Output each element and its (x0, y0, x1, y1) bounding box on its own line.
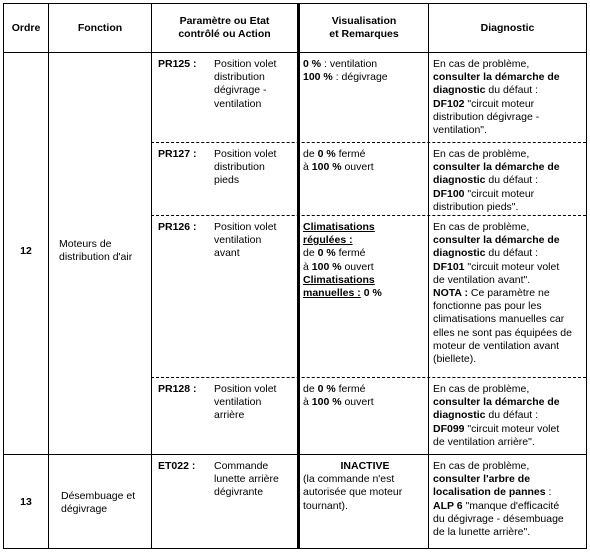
header-ordre-text: Ordre (11, 21, 41, 34)
param-line: avant (214, 247, 240, 260)
diag-text: du défaut : (485, 409, 539, 422)
header-parametre (152, 4, 297, 52)
header-visualisation (300, 4, 428, 52)
vis-value: 0 % (360, 287, 382, 300)
vis-heading: Climatisations (303, 221, 375, 233)
vis-text: fermé (335, 148, 366, 160)
vis-line (303, 71, 427, 84)
diag-line (433, 174, 585, 187)
diag-line: En cas de problème, (433, 148, 530, 160)
param-line: Commande (214, 460, 269, 472)
vis-value: 0 % (317, 383, 336, 395)
diag-line: fonctionne pas pour les (433, 300, 542, 313)
fault-code: DF102 (433, 97, 465, 110)
fault-code: ALP 6 (433, 499, 463, 512)
vis-text: : dégivrage (332, 71, 388, 84)
diag-text: du défaut : (485, 174, 539, 187)
diag-bold: diagnostic (433, 409, 486, 422)
diag-bold: diagnostic (433, 174, 486, 187)
header-fonction-text: Fonction (77, 21, 123, 34)
header-visualisation-line: et Remarques (329, 28, 399, 40)
param-desc (214, 383, 296, 423)
diag-text: "manque d'efficacité (462, 499, 560, 512)
diag-line: (biellete). (433, 353, 477, 366)
diag-line: consulter la démarche de (433, 71, 560, 84)
vis-line (303, 58, 427, 71)
param-line: ventilation (214, 234, 262, 247)
row-divider (151, 377, 586, 378)
vis-text: à (303, 161, 312, 174)
param-line: ventilation (214, 396, 262, 409)
param-code: PR125 : (158, 58, 197, 70)
vis-heading: manuelles : (303, 287, 361, 300)
vis-value: 100 % (311, 161, 342, 174)
nota-label: NOTA : (433, 287, 468, 300)
diag-line: elles ne sont pas équipées de (433, 326, 572, 339)
param-line: lunette arrière (214, 473, 279, 486)
diag-line (433, 287, 585, 300)
col-divider-2 (151, 3, 152, 549)
visualisation (303, 221, 427, 300)
vis-line (303, 148, 427, 161)
diag-line: En cas de problème, (433, 383, 530, 395)
fonction-line: dégivrage (61, 503, 108, 516)
diag-line: En cas de problème, (433, 221, 530, 233)
diag-text: : (545, 486, 552, 499)
diag-text: du défaut : (485, 84, 539, 97)
visualisation (303, 148, 427, 174)
diag-line: consulter la démarche de (433, 161, 560, 174)
fonction-line: Désembuage et (61, 490, 136, 502)
header-bottom (3, 52, 587, 53)
param-code: PR127 : (158, 148, 197, 160)
vis-text: fermé (335, 247, 366, 260)
vis-value: 100 % (303, 71, 333, 84)
diag-text: "circuit moteur (464, 187, 535, 200)
param-line: dégivrante (214, 486, 264, 499)
param-code: PR128 : (158, 383, 197, 395)
vis-line (303, 161, 427, 174)
vis-value: 100 % (311, 396, 342, 409)
diag-bold: diagnostic (433, 84, 486, 97)
vis-value: 0 % (317, 247, 336, 260)
vis-value: 0 % (303, 58, 322, 70)
diag-line: de la lunette arrière". (433, 526, 531, 539)
diag-text: "circuit moteur (464, 97, 535, 110)
border-left (3, 3, 4, 549)
header-diagnostic (429, 4, 586, 52)
fault-code: DF101 (433, 260, 465, 273)
diagnostic (433, 221, 585, 366)
row-divider (151, 215, 586, 216)
col-divider-1 (48, 3, 49, 549)
param-desc (214, 148, 296, 188)
header-parametre-line: contrôlé ou Action (178, 28, 271, 40)
param-line: arrière (214, 409, 245, 422)
diag-line: ventilation". (433, 124, 487, 137)
fonction-line: Moteurs de (59, 238, 112, 250)
vis-text: ouvert (341, 260, 374, 273)
vis-text: fermé (335, 383, 366, 395)
header-diagnostic-text: Diagnostic (480, 21, 535, 34)
diag-line (433, 409, 585, 422)
diag-line: du dégivrage - désembuage (433, 512, 564, 525)
col-divider-3 (297, 3, 300, 549)
diag-line: consulter la démarche de (433, 396, 560, 409)
vis-heading: Climatisations (303, 273, 375, 286)
diag-bold: diagnostic (433, 247, 486, 260)
vis-text: à (303, 396, 312, 409)
diag-line: de ventilation avant". (433, 273, 531, 286)
diag-line (433, 261, 585, 274)
diag-text: "circuit moteur volet (464, 422, 560, 435)
diag-line: consulter la démarche de (433, 234, 560, 247)
diag-line: En cas de problème, (433, 58, 530, 70)
diagnostic (433, 383, 585, 449)
header-visualisation-line: Visualisation (331, 15, 397, 27)
param-line: Position volet (214, 58, 277, 70)
vis-heading: régulées : (303, 234, 353, 247)
diag-line: En cas de problème, (433, 460, 530, 472)
param-desc (214, 221, 296, 261)
diag-text: du défaut : (485, 247, 539, 260)
group-divider (3, 454, 587, 455)
border-bottom (3, 548, 587, 549)
header-parametre-line: Paramètre ou Etat (179, 15, 270, 27)
vis-text: : ventilation (321, 58, 378, 70)
diag-line: distribution dégivrage - (433, 110, 540, 123)
diag-bold: localisation de pannes (433, 486, 546, 499)
visualisation (303, 383, 427, 409)
status-inactive: INACTIVE (340, 460, 390, 472)
diag-line: consulter l'arbre de (433, 473, 531, 486)
diag-line (433, 423, 585, 436)
param-desc (214, 58, 296, 111)
diag-line (433, 84, 585, 97)
param-line: pieds (214, 174, 240, 187)
diag-line (433, 247, 585, 260)
vis-line (303, 247, 427, 260)
param-line: distribution (214, 161, 265, 174)
diag-line (433, 486, 585, 499)
diagnostic (433, 58, 585, 137)
vis-line: (la commande n'est (303, 473, 395, 486)
vis-text: à (303, 260, 312, 273)
vis-text: de (303, 383, 318, 395)
vis-line (303, 261, 427, 274)
fonction-13 (61, 490, 151, 516)
vis-value: 100 % (311, 260, 342, 273)
vis-text: de (303, 148, 318, 160)
diag-text: "circuit moteur volet (464, 260, 560, 273)
vis-text: ouvert (341, 396, 374, 409)
vis-value: 0 % (317, 148, 336, 160)
vis-line (303, 287, 427, 300)
param-line: Position volet (214, 148, 277, 160)
diag-line: moteur de ventilation avant (433, 339, 560, 352)
header-ordre (4, 4, 48, 52)
vis-line: autorisée que moteur (303, 486, 403, 499)
diag-line: de ventilation arrière". (433, 435, 535, 448)
param-line: dégivrage - (214, 84, 267, 97)
diag-line: climatisations manuelles car (433, 313, 565, 326)
vis-text: de (303, 247, 318, 260)
border-right (586, 3, 587, 549)
param-desc (214, 460, 296, 500)
param-line: Position volet (214, 221, 277, 233)
diag-line (433, 188, 585, 201)
vis-line: tournant). (303, 499, 348, 512)
fonction-12 (59, 238, 151, 264)
param-line: distribution (214, 71, 265, 84)
diag-text: Ce paramètre ne (468, 287, 550, 300)
header-fonction (49, 4, 151, 52)
fault-code: DF099 (433, 422, 465, 435)
diag-line (433, 500, 585, 513)
diag-line (433, 98, 585, 111)
visualisation (303, 58, 427, 84)
param-code: PR126 : (158, 221, 197, 233)
row-divider (151, 142, 586, 143)
visualisation (303, 460, 427, 513)
diagnostic-table (3, 3, 587, 549)
fault-code: DF100 (433, 187, 465, 200)
vis-line (303, 396, 427, 409)
col-divider-4 (428, 3, 429, 549)
param-line: Position volet (214, 383, 277, 395)
vis-text: ouvert (341, 161, 374, 174)
param-line: ventilation (214, 97, 262, 110)
diagnostic (433, 148, 585, 214)
ordre-13: 13 (20, 496, 32, 508)
param-code: ET022 : (158, 460, 196, 472)
diag-line: distribution pieds". (433, 200, 519, 213)
vis-line (303, 383, 427, 396)
diagnostic (433, 460, 585, 539)
ordre-12: 12 (20, 245, 32, 257)
fonction-line: distribution d'air (59, 251, 133, 264)
